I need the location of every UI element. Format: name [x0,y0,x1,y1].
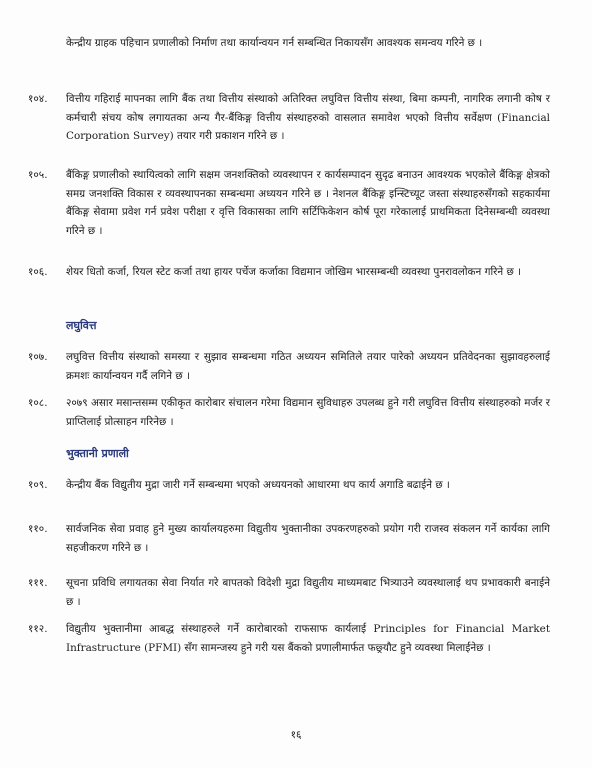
item-paragraph: सूचना प्रविधि लगायतका सेवा निर्यात गरे बापतको विदेशी मुद्रा विद्युतीय माध्यमबाट भित्र्याउने व्यवस्थालाई थप प्रभावकारी बनाईने छ । [66,577,550,608]
page-number: १६ [290,729,302,741]
item-number: १०८. [28,397,48,409]
item-number: १११. [28,577,48,589]
section-heading-microfinance: लघुवित्त [66,319,97,332]
item-paragraph: लघुवित्त वित्तीय संस्थाको समस्या र सुझाव सम्बन्धमा गठित अध्ययन समितिले तयार पारेको अध्ययन प्रतिवेदनका सुझावहरुलाई क्रमशः कार्यान्वयन गर्दै लगिने छ । [66,351,550,382]
item-paragraph: शेयर धितो कर्जा, रियल स्टेट कर्जा तथा हायर पर्चेज कर्जाका विद्यमान जोखिम भारसम्बन्धी व्यवस्था पुनरावलोकन गरिने छ । [66,266,521,278]
item-paragraph: वित्तीय गहिराई मापनका लागि बैंक तथा वित्तीय संस्थाको अतिरिक्त लघुवित्त वित्तीय संस्था, बिमा कम्पनी, नागरिक लगानी कोष र कर्मचारी संचय कोष लगायतका अन्य गैर-बैंकिङ्ग वित्तीय संस्थाहरुको वासलात समावेश भएको वित्तीय सर्वेक्षण (Financial Corporation Survey) तयार गरी प्रकाशन गरिने छ । [66,93,550,143]
item-number: १०६. [28,266,48,278]
item-number: १०९. [28,479,48,491]
section-heading-payment-system: भुक्तानी प्रणाली [66,447,129,460]
item-paragraph: बैंकिङ्ग प्रणालीको स्थायित्वको लागि सक्षम जनशक्तिको व्यवस्थापन र कार्यसम्पादन सुदृढ बनाउन आवश्यक भएकोले बैंकिङ्ग क्षेत्रको समग्र जनशक्ति विकास र व्यवस्थापनका सम्बन्धमा अध्ययन गरिने छ । नेशनल बैंकिङ्ग इन्स्टिच्यूट जस्ता संस्थाहरुसँगको सहकार्यमा बैंकिङ्ग सेवामा प्रवेश गर्न प्रवेश परीक्षा र वृत्ति विकासका लागि सर्टिफिकेशन कोर्ष पूरा गरेकालाई प्राथमिकता दिनेसम्बन्धी व्यवस्था गरिने छ । [66,169,550,237]
item-number: ११२. [28,623,48,635]
item-paragraph: विद्युतीय भुक्तानीमा आबद्ध संस्थाहरुले गर्ने कारोबारको राफसाफ कार्यलाई Principles for Financial Market Infrastructure (PFMI) सँग सामन्जस्य हुने गरी यस बैंकको प्रणालीमार्फत फछ्र्यौट हुने व्यवस्था मिलाईनेछ । [66,623,550,654]
item-number: १०४. [28,93,48,105]
item-paragraph: केन्द्रीय बैंक विद्युतीय मुद्रा जारी गर्ने सम्बन्धमा भएको अध्ययनको आधारमा थप कार्य अगाडि बढाईने छ । [66,479,450,491]
item-paragraph: २०७९ असार मसान्तसम्म एकीकृत कारोबार संचालन गरेमा विद्यमान सुविधाहरु उपलब्ध हुने गरी लघुवित्त वित्तीय संस्थाहरुको मर्जर र प्राप्तिलाई प्रोत्साहन गरिनेछ । [66,397,550,428]
intro-paragraph: केन्द्रीय ग्राहक पहिचान प्रणालीको निर्माण तथा कार्यान्वयन गर्न सम्बन्धित निकायसँग आवश्यक समन्वय गरिने छ । [66,37,483,49]
item-number: १०७. [28,351,48,363]
item-paragraph: सार्वजनिक सेवा प्रवाह हुने मुख्य कार्यालयहरुमा विद्युतीय भुक्तानीका उपकरणहरुको प्रयोग गरी राजस्व संकलन गर्ने कार्यका लागि सहजीकरण गरिने छ । [66,523,550,554]
item-number: ११०. [28,523,48,535]
item-number: १०५. [28,169,48,181]
